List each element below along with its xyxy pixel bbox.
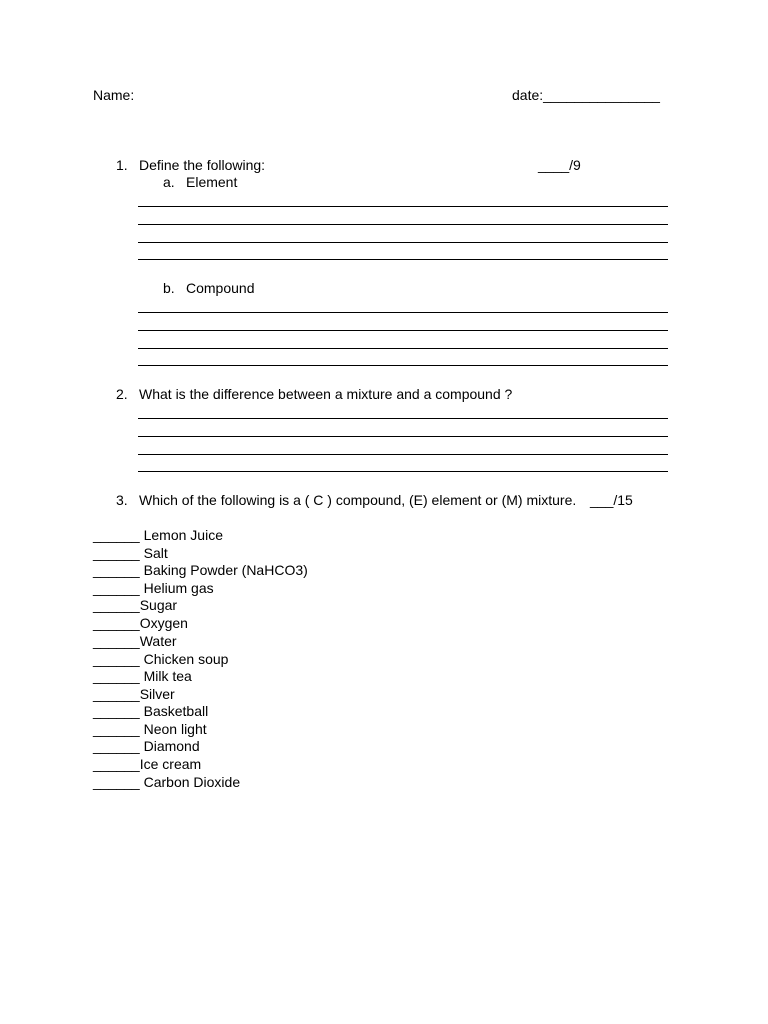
q3-score: ___/15 [590, 492, 633, 508]
q1-score: ____/9 [538, 157, 581, 173]
classify-item: ______ Basketball [93, 703, 209, 719]
q3-prompt: Which of the following is a ( C ) compound, (E) element or (M) mixture. [139, 492, 577, 508]
q2-number: 2. [116, 386, 128, 402]
q2-prompt: What is the difference between a mixture and a compound ? [139, 386, 513, 402]
answer-line [138, 259, 668, 260]
classify-item: ______Sugar [93, 597, 178, 613]
answer-line [138, 224, 668, 225]
q1-number: 1. [116, 157, 128, 173]
classify-item: ______ Neon light [93, 721, 207, 737]
answer-line [138, 312, 668, 313]
classify-item: ______ Lemon Juice [93, 527, 223, 543]
answer-line [138, 242, 668, 243]
q1a-term: Element [186, 174, 238, 190]
classify-item: ______Ice cream [93, 756, 202, 772]
answer-line [138, 436, 668, 437]
name-label: Name: [93, 87, 135, 103]
answer-line [138, 365, 668, 366]
classify-item: ______ Baking Powder (NaHCO3) [93, 562, 308, 578]
answer-line [138, 348, 668, 349]
classify-item: ______ Diamond [93, 738, 200, 754]
classify-item: ______ Salt [93, 545, 168, 561]
classify-item: ______ Chicken soup [93, 651, 229, 667]
answer-line [138, 471, 668, 472]
answer-line [138, 206, 668, 207]
classify-item: ______ Helium gas [93, 580, 214, 596]
q1b-term: Compound [186, 280, 255, 296]
classify-item: ______Oxygen [93, 615, 188, 631]
date-label: date:_______________ [512, 87, 660, 103]
q1a-letter: a. [163, 174, 175, 190]
q1-prompt: Define the following: [139, 157, 266, 173]
answer-line [138, 454, 668, 455]
answer-line [138, 330, 668, 331]
classify-item: ______Water [93, 633, 177, 649]
classify-item: ______ Milk tea [93, 668, 192, 684]
q1b-letter: b. [163, 280, 175, 296]
classify-item: ______ Carbon Dioxide [93, 774, 241, 790]
classify-item: ______Silver [93, 686, 175, 702]
answer-line [138, 418, 668, 419]
q3-number: 3. [116, 492, 128, 508]
